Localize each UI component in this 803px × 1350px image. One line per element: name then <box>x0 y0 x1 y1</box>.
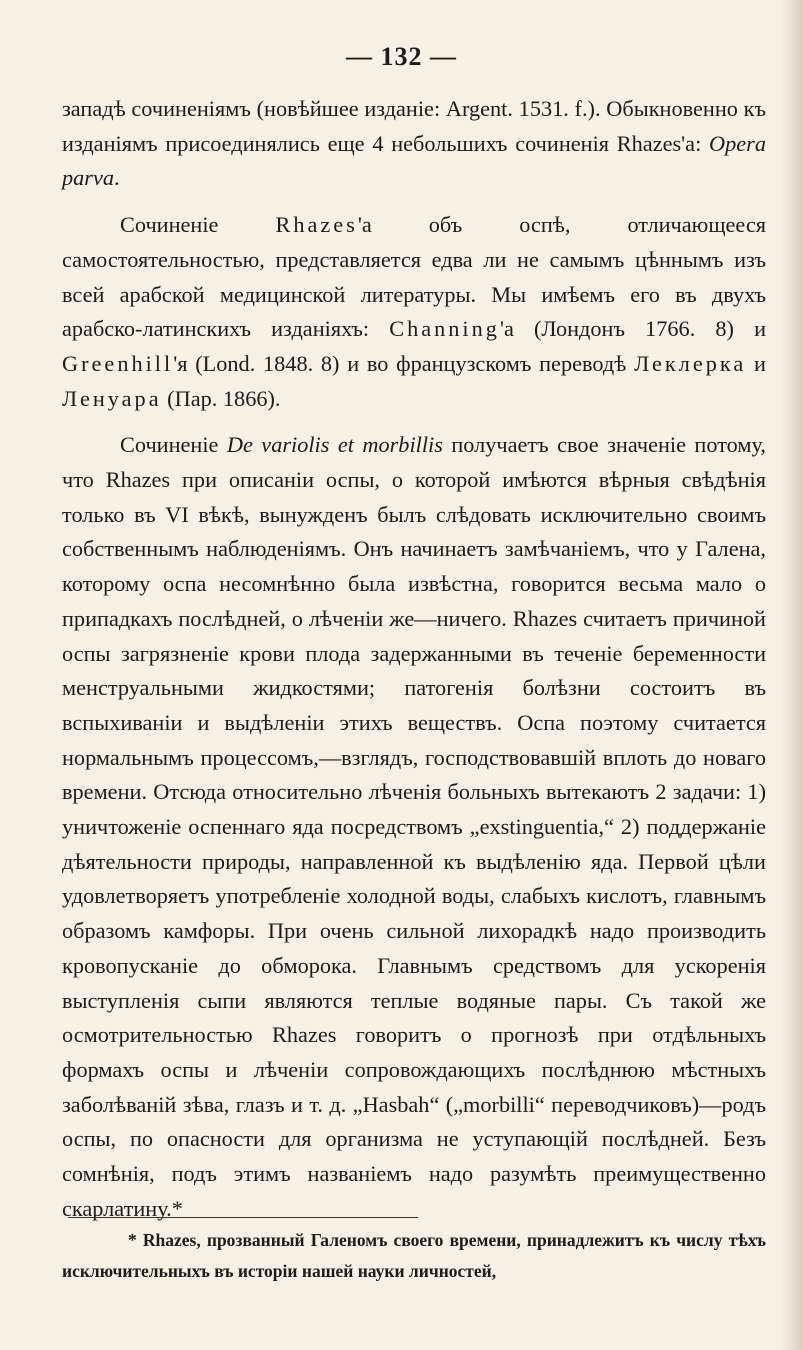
author-channing-spaced: Channing <box>389 316 500 342</box>
paragraph-3 <box>62 428 766 1226</box>
page-edge-shadow <box>781 0 803 1350</box>
main-text <box>62 92 766 1227</box>
de-variolis-italic: De variolis et morbillis <box>226 432 443 458</box>
paragraph-2-text-f: (Пар. 1866). <box>161 385 281 411</box>
footnote-rule <box>68 1217 418 1218</box>
paragraph-2-text-c: 'a (Лондонъ 1766. 8) и <box>499 316 766 342</box>
page-number: — 132 — <box>346 42 457 71</box>
author-greenhill-spaced: Greenhill <box>62 350 174 376</box>
paragraph-2 <box>62 208 766 416</box>
author-lenoir-spaced: Ленуара <box>62 385 162 411</box>
paragraph-2-text-d: 'я (Lond. 1848. 8) и во французскомъ переводѣ <box>173 350 635 376</box>
paragraph-2-text-b: 'a объ оспѣ, отличающееся самостоятельностью, представляется едва ли не самымъ цѣннымъ изъ всей арабской медицинской литературы. Мы имѣемъ его въ двухъ арабско-латинскихъ изданіяхъ: <box>62 212 766 342</box>
paragraph-3-text-b: получаетъ свое значеніе потому, что Rhazes при описаніи оспы, о которой имѣются вѣрныя свѣдѣнія только въ VI вѣкѣ, вынужденъ былъ слѣдовать исключительно своимъ собственнымъ наблюденіямъ. Онъ начинаетъ замѣчаніемъ, что у Галена, которому оспа несомнѣнно была извѣстна, говорится весьма мало о припадкахъ послѣдней, о лѣченіи же—ничего. Rhazes считаетъ причиной оспы загрязненіе крови плода задержанными въ теченіе беременности менструальными жидкостями; патогенія болѣзни состоитъ въ вспыхиваніи и выдѣленіи этихъ веществъ. Оспа поэтому считается нормальнымъ процессомъ,—взглядъ, господствовавшій вплоть до новаго времени. Отсюда относительно лѣченія больныхъ вытекаютъ 2 задачи: 1) уничтоженіе оспеннаго яда посредствомъ „exstinguentia,“ 2) поддержаніе дѣятельности природы, направленной къ выдѣленію яда. Первой цѣли удовлетворяетъ употребленіе холодной воды, слабыхъ кислотъ, главнымъ образомъ камфоры. При очень сильной лихорадкѣ надо производить кровопусканіе до обморока. Главнымъ средствомъ для ускоренія выступленія сыпи являются теплые водяные пары. Съ такой же осмотрительностью Rhazes говоритъ о прогнозѣ при отдѣльныхъ формахъ оспы и лѣченіи сопровождающихъ послѣднюю мѣстныхъ заболѣваній зѣва, глазъ и т. д. „Hasbah“ („morbilli“ переводчиковъ)—родъ оспы, по опасности для организма не уступающій послѣдней. Безъ сомнѣнія, подъ этимъ названіемъ надо разумѣть преимущественно скарлатину.* <box>62 432 766 1221</box>
paragraph-2-text-e: и <box>746 350 766 376</box>
paragraph-1-end: . <box>114 165 120 191</box>
paragraph-1-text: западѣ сочиненіямъ (новѣйшее изданіе: Argent. 1531. f.). Обыкновенно къ изданіямъ присоединялись еще 4 небольшихъ сочиненія Rhazes'a: <box>62 96 766 156</box>
paragraph-2-text-a: Сочиненіе <box>120 212 276 238</box>
author-rhazes-spaced: Rhazes <box>275 212 358 238</box>
opera-parva-italic: Opera parva <box>62 130 766 191</box>
paragraph-3-text-a: Сочиненіе <box>120 432 227 458</box>
footnote: * Rhazes, прозванный Галеномъ своего времени, принадлежитъ къ числу тѣхъ исключительныхъ въ исторіи нашей науки личностей, <box>62 1230 766 1281</box>
paragraph-1 <box>62 92 766 196</box>
author-leclerc-spaced: Леклерка <box>634 350 747 376</box>
